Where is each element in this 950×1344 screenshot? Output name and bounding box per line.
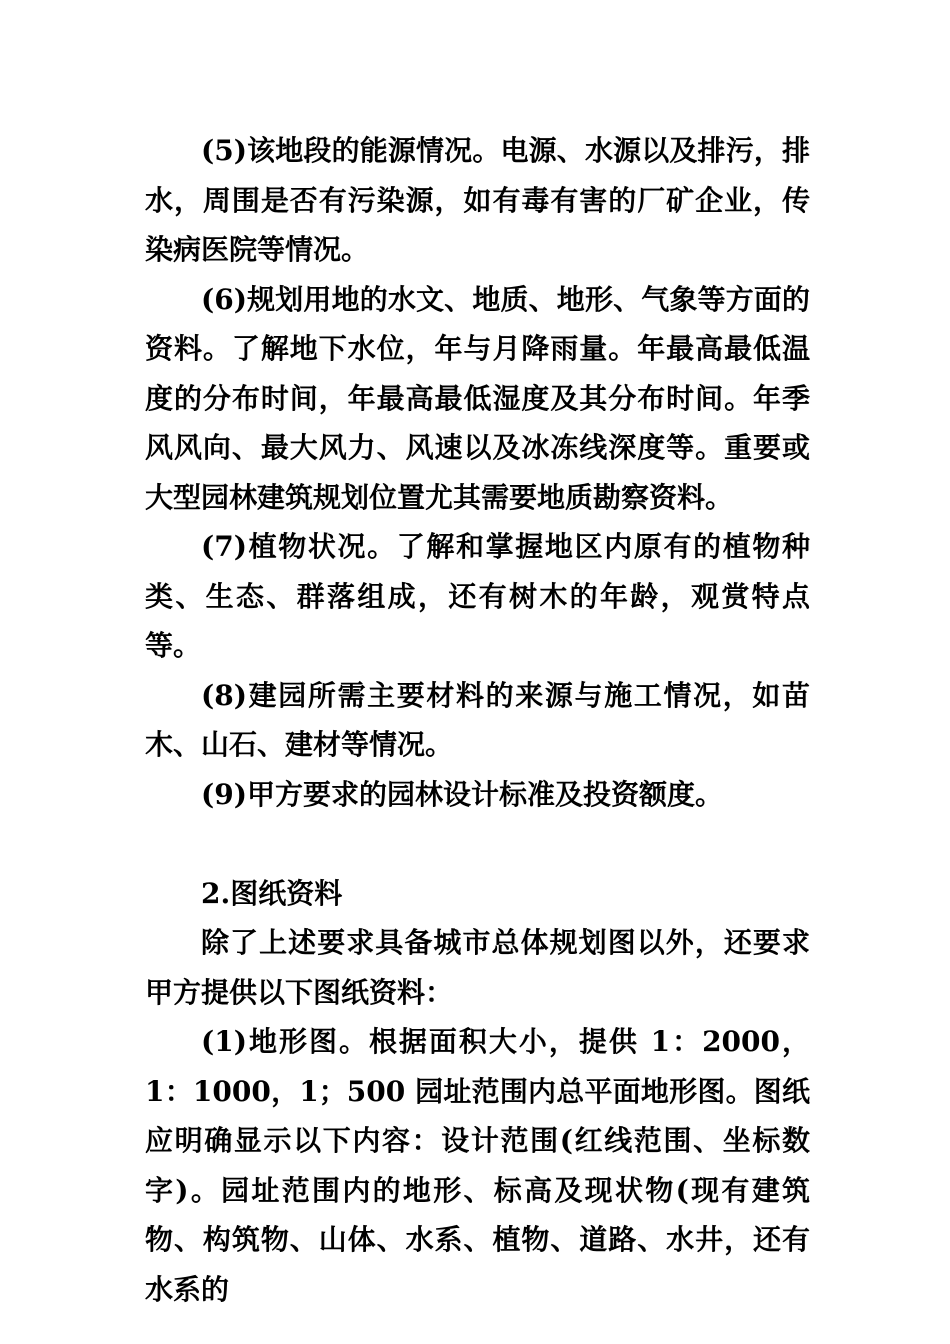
paragraph-item-5: (5)该地段的能源情况。电源、水源以及排污，排水，周围是否有污染源，如有毒有害的厂矿企业，传染病医院等情况。 [145, 134, 810, 266]
paragraph-item-7: (7)植物状况。了解和掌握地区内原有的植物种类、生态、群落组成，还有树木的年龄，观赏特点等。 [145, 530, 810, 662]
section-heading: 2.图纸资料 [201, 876, 343, 910]
paragraph-item-1-topographic-map: (1)地形图。根据面积大小，提供 1：2000，1：1000，1；500 园址范围内总平面地形图。图纸应明确显示以下内容：设计范围(红线范围、坐标数字)。园址范围内的地形、标高及现状物(现有建筑物、构筑物、山体、水系、植物、道路、水井，还有水系的 [145, 1025, 810, 1306]
paragraph-item-9: (9)甲方要求的园林设计标准及投资额度。 [201, 777, 723, 811]
paragraph-item-6: (6)规划用地的水文、地质、地形、气象等方面的资料。了解地下水位，年与月降雨量。年最高最低温度的分布时间，年最高最低湿度及其分布时间。年季风风向、最大风力、风速以及冰冻线深度等。重要或大型园林建筑规划位置尤其需要地质勘察资料。 [145, 282, 810, 514]
paragraph-item-8: (8)建园所需主要材料的来源与施工情况，如苗木、山石、建材等情况。 [145, 678, 810, 761]
section-intro-paragraph: 除了上述要求具备城市总体规划图以外，还要求甲方提供以下图纸资料： [145, 926, 810, 1009]
document-page [145, 126, 810, 1314]
